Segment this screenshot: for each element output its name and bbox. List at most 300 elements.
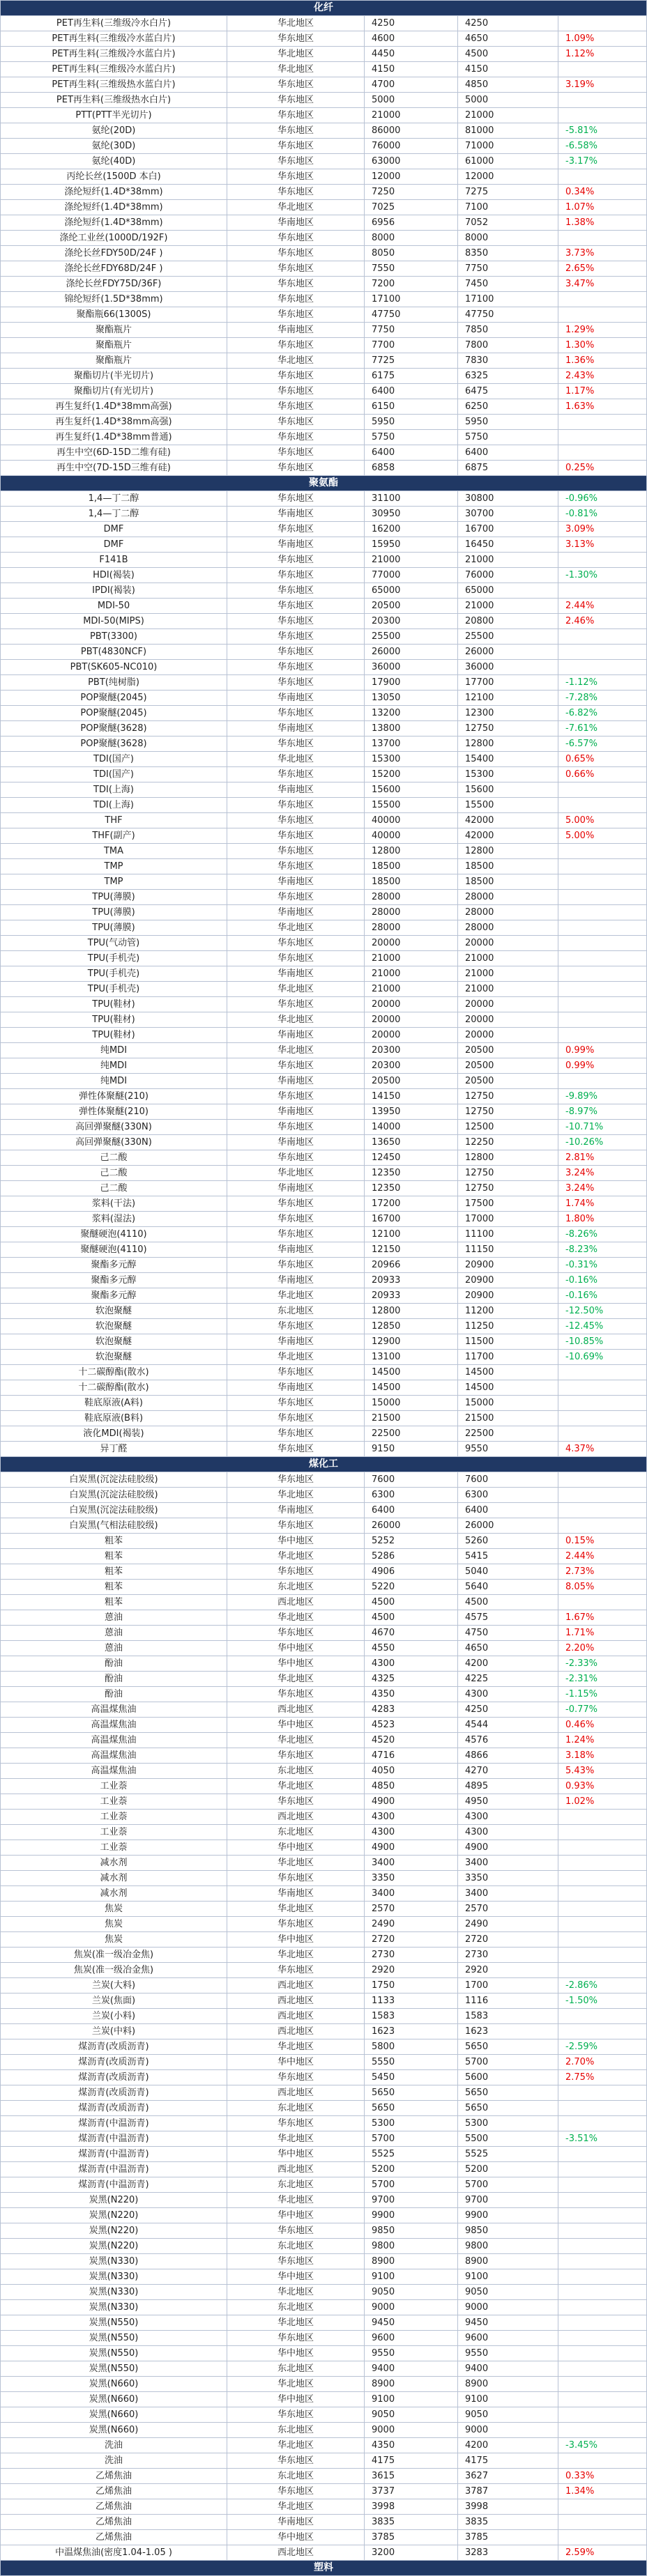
product-name: TPU(薄膜)	[1, 905, 227, 920]
previous-price: 8000	[365, 231, 458, 246]
change-percent: 1.63%	[558, 399, 647, 415]
table-row	[1, 1503, 647, 1518]
current-price: 2490	[458, 1917, 558, 1932]
table-row	[1, 1672, 647, 1687]
product-name: 炭黑(N330)	[1, 2285, 227, 2300]
current-price: 12750	[458, 1166, 558, 1181]
table-row	[1, 951, 647, 966]
table-row	[1, 767, 647, 782]
current-price: 9600	[458, 2331, 558, 2346]
region: 华北地区	[227, 1948, 365, 1963]
region: 华东地区	[227, 1963, 365, 1978]
product-name: 乙烯焦油	[1, 2515, 227, 2530]
previous-price: 16200	[365, 522, 458, 537]
change-percent: -9.89%	[558, 1089, 647, 1104]
product-name: 涤纶短纤(1.4D*38mm)	[1, 185, 227, 200]
region: 华东地区	[227, 93, 365, 108]
previous-price: 3400	[365, 1886, 458, 1902]
region: 华东地区	[227, 936, 365, 951]
previous-price: 4250	[365, 16, 458, 31]
current-price: 4650	[458, 1641, 558, 1656]
change-percent	[558, 2269, 647, 2285]
table-row	[1, 1288, 647, 1304]
current-price: 21000	[458, 966, 558, 982]
current-price: 20900	[458, 1288, 558, 1304]
table-row	[1, 1656, 647, 1672]
current-price: 76000	[458, 568, 558, 583]
change-percent: 1.71%	[558, 1626, 647, 1641]
previous-price: 5950	[365, 415, 458, 430]
table-row	[1, 1104, 647, 1120]
current-price: 5040	[458, 1564, 558, 1580]
region: 东北地区	[227, 2469, 365, 2484]
product-name: TPU(手机壳)	[1, 982, 227, 997]
current-price: 11100	[458, 1227, 558, 1242]
change-percent: -0.31%	[558, 1258, 647, 1273]
table-row	[1, 920, 647, 936]
change-percent	[558, 1012, 647, 1028]
product-name: 工业萘	[1, 1840, 227, 1856]
previous-price: 25500	[365, 629, 458, 645]
change-percent: 0.65%	[558, 752, 647, 767]
product-name: 白炭黑(沉淀法硅胶级)	[1, 1503, 227, 1518]
current-price: 12250	[458, 1135, 558, 1150]
region: 华东地区	[227, 139, 365, 154]
product-name: 聚酯多元醇	[1, 1273, 227, 1288]
region: 华中地区	[227, 1656, 365, 1672]
current-price: 15500	[458, 798, 558, 813]
current-price: 1116	[458, 1993, 558, 2009]
region: 华南地区	[227, 507, 365, 522]
table-row	[1, 1181, 647, 1196]
table-row	[1, 890, 647, 905]
previous-price: 4550	[365, 1641, 458, 1656]
region: 华中地区	[227, 1840, 365, 1856]
product-name: HDI(褐装)	[1, 568, 227, 583]
current-price: 4900	[458, 1840, 558, 1856]
current-price: 20900	[458, 1273, 558, 1288]
previous-price: 20500	[365, 1074, 458, 1089]
current-price: 11200	[458, 1304, 558, 1319]
product-name: 煤沥青(中温沥青)	[1, 2177, 227, 2193]
current-price: 21000	[458, 553, 558, 568]
table-row	[1, 1089, 647, 1104]
previous-price: 47750	[365, 307, 458, 323]
table-row	[1, 1610, 647, 1626]
previous-price: 1623	[365, 2024, 458, 2039]
previous-price: 13200	[365, 706, 458, 721]
change-percent: -0.16%	[558, 1273, 647, 1288]
region: 华东地区	[227, 1058, 365, 1074]
region: 华东地区	[227, 1212, 365, 1227]
region: 华东地区	[227, 307, 365, 323]
product-name: 炭黑(N660)	[1, 2423, 227, 2438]
region: 华中地区	[227, 2055, 365, 2070]
current-price: 3400	[458, 1886, 558, 1902]
current-price: 3627	[458, 2469, 558, 2484]
region: 华东地区	[227, 568, 365, 583]
table-row	[1, 629, 647, 645]
current-price: 9050	[458, 2407, 558, 2423]
previous-price: 4450	[365, 47, 458, 62]
region: 西北地区	[227, 2009, 365, 2024]
region: 华东地区	[227, 614, 365, 629]
change-percent	[558, 1856, 647, 1871]
current-price: 5700	[458, 2177, 558, 2193]
previous-price: 3350	[365, 1871, 458, 1886]
change-percent	[558, 2331, 647, 2346]
region: 华东地区	[227, 1120, 365, 1135]
product-name: 浆料(干法)	[1, 1196, 227, 1212]
product-name: 炭黑(N330)	[1, 2254, 227, 2269]
product-name: 酚油	[1, 1672, 227, 1687]
table-row	[1, 1426, 647, 1442]
region: 华东地区	[227, 1319, 365, 1334]
previous-price: 6400	[365, 1503, 458, 1518]
region: 华北地区	[227, 2285, 365, 2300]
current-price: 4300	[458, 1825, 558, 1840]
product-name: 粗苯	[1, 1595, 227, 1610]
product-name: 煤沥青(中温沥青)	[1, 2131, 227, 2147]
previous-price: 21000	[365, 982, 458, 997]
current-price: 28000	[458, 920, 558, 936]
current-price: 7100	[458, 200, 558, 215]
product-name: 聚醚硬泡(4110)	[1, 1242, 227, 1258]
current-price: 1623	[458, 2024, 558, 2039]
product-name: 氨纶(20D)	[1, 123, 227, 139]
region: 华东地区	[227, 1196, 365, 1212]
current-price: 20500	[458, 1058, 558, 1074]
table-row	[1, 844, 647, 859]
region: 西北地区	[227, 1702, 365, 1718]
region: 东北地区	[227, 2239, 365, 2254]
region: 华东地区	[227, 31, 365, 47]
previous-price: 31100	[365, 491, 458, 507]
product-name: 液化MDI(褐装)	[1, 1426, 227, 1442]
product-name: 炭黑(N550)	[1, 2346, 227, 2361]
table-row	[1, 1595, 647, 1610]
region: 华东地区	[227, 1089, 365, 1104]
change-percent	[558, 1074, 647, 1089]
current-price: 4300	[458, 1687, 558, 1702]
previous-price: 12850	[365, 1319, 458, 1334]
region: 华东地区	[227, 2116, 365, 2131]
change-percent	[558, 890, 647, 905]
region: 华北地区	[227, 982, 365, 997]
previous-price: 21000	[365, 553, 458, 568]
change-percent	[558, 2361, 647, 2377]
change-percent	[558, 997, 647, 1012]
product-name: 聚酯瓶片	[1, 338, 227, 353]
current-price: 65000	[458, 583, 558, 599]
table-row	[1, 599, 647, 614]
current-price: 4500	[458, 47, 558, 62]
current-price: 6300	[458, 1488, 558, 1503]
region: 华东地区	[227, 736, 365, 752]
product-name: PBT(纯树脂)	[1, 675, 227, 691]
product-name: 高回弹聚醚(330N)	[1, 1135, 227, 1150]
previous-price: 3835	[365, 2515, 458, 2530]
region: 华东地区	[227, 1748, 365, 1764]
product-name: 粗苯	[1, 1564, 227, 1580]
previous-price: 5450	[365, 2070, 458, 2085]
table-row	[1, 185, 647, 200]
product-name: 乙烯焦油	[1, 2530, 227, 2545]
product-name: 涤纶短纤(1.4D*38mm)	[1, 200, 227, 215]
current-price: 7830	[458, 353, 558, 369]
table-row	[1, 1564, 647, 1580]
product-name: 煤沥青(中温沥青)	[1, 2162, 227, 2177]
previous-price: 3998	[365, 2499, 458, 2515]
previous-price: 14150	[365, 1089, 458, 1104]
change-percent	[558, 307, 647, 323]
current-price: 8900	[458, 2377, 558, 2392]
current-price: 4270	[458, 1764, 558, 1779]
current-price: 7450	[458, 277, 558, 292]
product-name: 软泡聚醚	[1, 1334, 227, 1350]
change-percent	[558, 108, 647, 123]
table-row	[1, 2162, 647, 2177]
product-name: 鞋底原液(B料)	[1, 1411, 227, 1426]
change-percent: 0.15%	[558, 1534, 647, 1549]
change-percent: -6.82%	[558, 706, 647, 721]
current-price: 5640	[458, 1580, 558, 1595]
region: 华北地区	[227, 1012, 365, 1028]
product-name: TPU(鞋材)	[1, 1028, 227, 1043]
change-percent: 5.00%	[558, 828, 647, 844]
region: 华南地区	[227, 1334, 365, 1350]
change-percent	[558, 2407, 647, 2423]
table-row	[1, 1135, 647, 1150]
product-name: 炭黑(N550)	[1, 2315, 227, 2331]
previous-price: 17200	[365, 1196, 458, 1212]
current-price: 12800	[458, 844, 558, 859]
region: 华东地区	[227, 369, 365, 384]
previous-price: 4900	[365, 1840, 458, 1856]
region: 华东地区	[227, 2407, 365, 2423]
previous-price: 1750	[365, 1978, 458, 1993]
region: 华东地区	[227, 997, 365, 1012]
change-percent: -8.23%	[558, 1242, 647, 1258]
table-row	[1, 537, 647, 553]
current-price: 3785	[458, 2530, 558, 2545]
current-price: 21000	[458, 599, 558, 614]
previous-price: 2720	[365, 1932, 458, 1948]
product-name: 己二酸	[1, 1166, 227, 1181]
product-name: 粗苯	[1, 1580, 227, 1595]
product-name: TDI(上海)	[1, 798, 227, 813]
product-name: 乙烯焦油	[1, 2499, 227, 2515]
current-price: 4866	[458, 1748, 558, 1764]
current-price: 6400	[458, 1503, 558, 1518]
previous-price: 5220	[365, 1580, 458, 1595]
product-name: 炭黑(N330)	[1, 2269, 227, 2285]
product-name: 聚酯瓶片	[1, 353, 227, 369]
change-percent: 4.37%	[558, 1442, 647, 1457]
table-row	[1, 583, 647, 599]
current-price: 9100	[458, 2392, 558, 2407]
product-name: 焦炭(准一级冶金焦)	[1, 1948, 227, 1963]
product-name: 酚油	[1, 1656, 227, 1672]
region: 华东地区	[227, 231, 365, 246]
product-name: 纯MDI	[1, 1058, 227, 1074]
table-row	[1, 277, 647, 292]
table-row	[1, 93, 647, 108]
table-row	[1, 2515, 647, 2530]
product-name: 兰炭(小料)	[1, 2009, 227, 2024]
table-row	[1, 62, 647, 77]
table-row	[1, 1166, 647, 1181]
current-price: 20000	[458, 997, 558, 1012]
region: 华东地区	[227, 246, 365, 261]
previous-price: 15500	[365, 798, 458, 813]
product-name: 软泡聚醚	[1, 1319, 227, 1334]
current-price: 42000	[458, 828, 558, 844]
region: 华北地区	[227, 1902, 365, 1917]
previous-price: 5252	[365, 1534, 458, 1549]
current-price: 4300	[458, 1810, 558, 1825]
change-percent	[558, 936, 647, 951]
region: 东北地区	[227, 1764, 365, 1779]
previous-price: 7725	[365, 353, 458, 369]
table-row	[1, 2147, 647, 2162]
region: 华东地区	[227, 706, 365, 721]
product-name: TMP	[1, 859, 227, 874]
product-name: 煤沥青(改质沥青)	[1, 2101, 227, 2116]
change-percent: 2.44%	[558, 599, 647, 614]
product-name: 弹性体聚醚(210)	[1, 1104, 227, 1120]
change-percent: -2.86%	[558, 1978, 647, 1993]
table-row	[1, 813, 647, 828]
product-name: 工业萘	[1, 1825, 227, 1840]
product-name: 高温煤焦油	[1, 1733, 227, 1748]
region: 西北地区	[227, 1993, 365, 2009]
previous-price: 4523	[365, 1718, 458, 1733]
product-name: 减水剂	[1, 1886, 227, 1902]
product-name: 炭黑(N660)	[1, 2392, 227, 2407]
previous-price: 18500	[365, 874, 458, 890]
product-name: 减水剂	[1, 1871, 227, 1886]
current-price: 5650	[458, 2085, 558, 2101]
previous-price: 3200	[365, 2545, 458, 2561]
product-name: PET再生料(三维级冷水白片)	[1, 16, 227, 31]
table-row	[1, 1932, 647, 1948]
table-row	[1, 1718, 647, 1733]
region: 华东地区	[227, 767, 365, 782]
current-price: 2570	[458, 1902, 558, 1917]
previous-price: 4716	[365, 1748, 458, 1764]
current-price: 4950	[458, 1794, 558, 1810]
table-row	[1, 2177, 647, 2193]
product-name: 高温煤焦油	[1, 1748, 227, 1764]
change-percent: 5.43%	[558, 1764, 647, 1779]
region: 华南地区	[227, 1074, 365, 1089]
table-row	[1, 507, 647, 522]
change-percent: 1.24%	[558, 1733, 647, 1748]
product-name: PET再生料(三维级热水蓝白片)	[1, 77, 227, 93]
change-percent: 2.81%	[558, 1150, 647, 1166]
current-price: 6400	[458, 445, 558, 461]
previous-price: 15950	[365, 537, 458, 553]
product-name: 涤纶短纤(1.4D*38mm)	[1, 215, 227, 231]
region: 华东地区	[227, 859, 365, 874]
change-percent: 3.24%	[558, 1166, 647, 1181]
previous-price: 15600	[365, 782, 458, 798]
current-price: 17500	[458, 1196, 558, 1212]
region: 华南地区	[227, 905, 365, 920]
current-price: 3998	[458, 2499, 558, 2515]
current-price: 15600	[458, 782, 558, 798]
product-name: 洗油	[1, 2438, 227, 2453]
current-price: 11500	[458, 1334, 558, 1350]
table-row	[1, 2484, 647, 2499]
previous-price: 14000	[365, 1120, 458, 1135]
current-price: 3787	[458, 2484, 558, 2499]
previous-price: 12000	[365, 169, 458, 185]
region: 东北地区	[227, 1580, 365, 1595]
current-price: 3400	[458, 1856, 558, 1871]
region: 华东地区	[227, 1150, 365, 1166]
region: 华东地区	[227, 491, 365, 507]
table-row	[1, 2469, 647, 2484]
product-name: DMF	[1, 537, 227, 553]
product-name: 煤沥青(改质沥青)	[1, 2070, 227, 2085]
previous-price: 5300	[365, 2116, 458, 2131]
previous-price: 5200	[365, 2162, 458, 2177]
previous-price: 20000	[365, 1012, 458, 1028]
change-percent: 1.36%	[558, 353, 647, 369]
table-row	[1, 752, 647, 767]
current-price: 12000	[458, 169, 558, 185]
product-name: PET再生料(三维级热水白片)	[1, 93, 227, 108]
table-row	[1, 430, 647, 445]
region: 华东地区	[227, 798, 365, 813]
table-row	[1, 47, 647, 62]
product-name: TPU(鞋材)	[1, 997, 227, 1012]
region: 华东地区	[227, 645, 365, 660]
table-row	[1, 445, 647, 461]
current-price: 4250	[458, 16, 558, 31]
current-price: 71000	[458, 139, 558, 154]
table-row	[1, 874, 647, 890]
region: 华东地区	[227, 292, 365, 307]
previous-price: 9400	[365, 2361, 458, 2377]
table-row	[1, 16, 647, 31]
product-name: 聚酯瓶66(1300S)	[1, 307, 227, 323]
table-row	[1, 1871, 647, 1886]
region: 华北地区	[227, 1549, 365, 1564]
current-price: 14500	[458, 1380, 558, 1396]
change-percent: 8.05%	[558, 1580, 647, 1595]
table-row	[1, 2499, 647, 2515]
region: 华南地区	[227, 1104, 365, 1120]
region: 华南地区	[227, 782, 365, 798]
table-row	[1, 2377, 647, 2392]
product-name: 炭黑(N220)	[1, 2208, 227, 2223]
previous-price: 21500	[365, 1411, 458, 1426]
product-name: 炭黑(N220)	[1, 2239, 227, 2254]
current-price: 20800	[458, 614, 558, 629]
product-name: 煤沥青(改质沥青)	[1, 2085, 227, 2101]
table-row	[1, 292, 647, 307]
table-row	[1, 997, 647, 1012]
change-percent: -5.81%	[558, 123, 647, 139]
change-percent: -2.59%	[558, 2039, 647, 2055]
previous-price: 4500	[365, 1610, 458, 1626]
table-row	[1, 1012, 647, 1028]
region: 华北地区	[227, 1166, 365, 1181]
product-name: 工业萘	[1, 1794, 227, 1810]
